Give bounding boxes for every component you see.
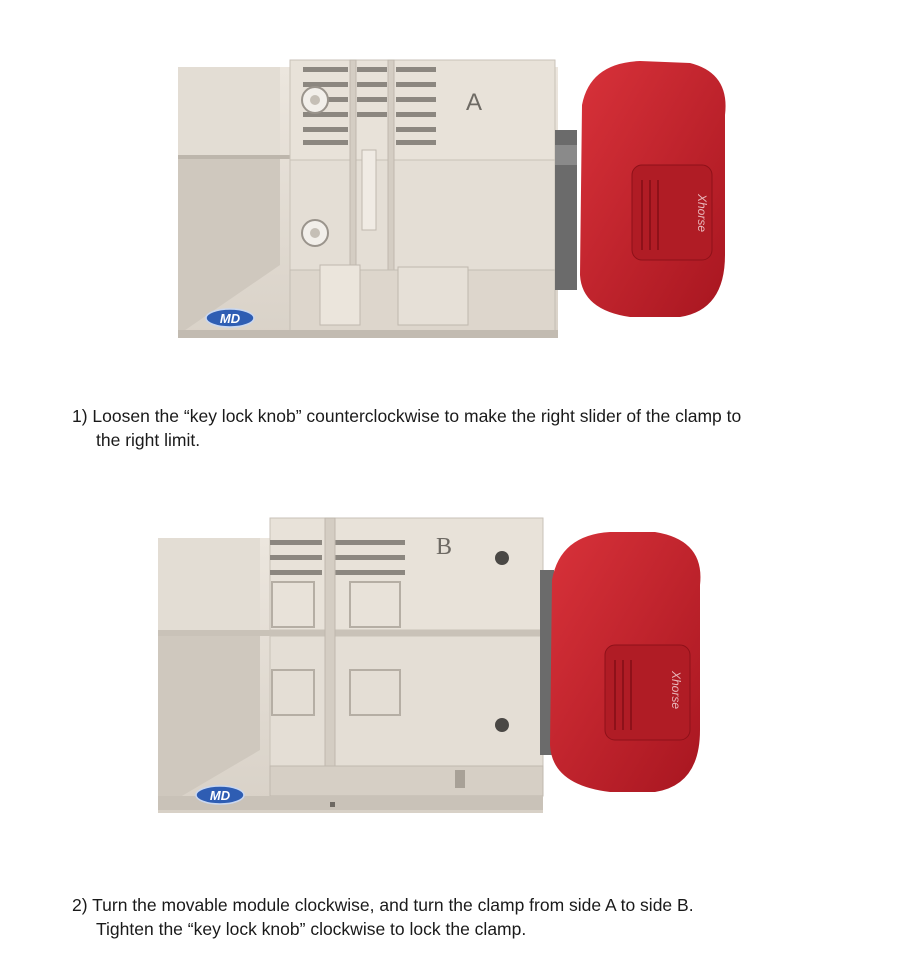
clamp-side-b-illustration	[150, 510, 730, 825]
side-b-label: B	[436, 534, 453, 560]
step-1-line-2: the right limit.	[96, 430, 201, 450]
md-badge-label: MD	[219, 311, 241, 326]
step-1-line-1: 1) Loosen the “key lock knob” counterclockwise to make the right slider of the clamp to	[72, 406, 742, 426]
knob-brand-label: Xhorse	[695, 193, 709, 233]
clamp-side-a-illustration	[170, 55, 740, 345]
step-2-instruction	[72, 893, 862, 941]
step-1-instruction	[72, 404, 862, 452]
step-2-line-1: 2) Turn the movable module clockwise, and turn the clamp from side A to side B.	[72, 895, 694, 915]
clamp-side-a-image	[170, 55, 740, 345]
step-2-line-2: Tighten the “key lock knob” clockwise to lock the clamp.	[96, 919, 527, 939]
side-a-label: A	[466, 89, 483, 116]
knob-brand-label: Xhorse	[669, 670, 683, 710]
md-badge-label: MD	[209, 788, 231, 803]
clamp-side-b-image	[150, 510, 730, 825]
